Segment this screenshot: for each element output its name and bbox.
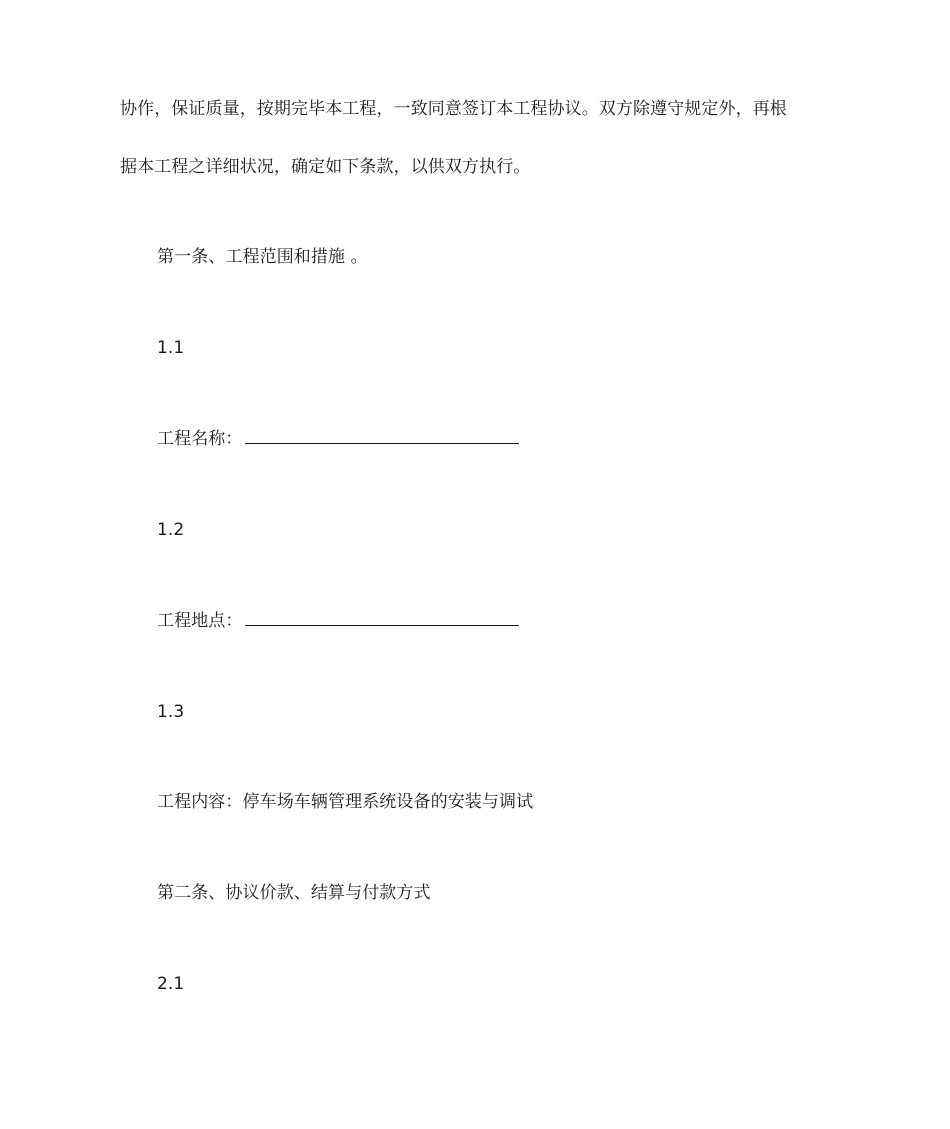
project-name-blank — [245, 427, 519, 444]
project-name-label: 工程名称： — [157, 429, 243, 449]
article-2-heading: 第二条、协议价款、结算与付款方式 — [157, 883, 431, 903]
project-location-blank — [245, 609, 519, 626]
project-content-line: 工程内容：停车场车辆管理系统设备的安装与调试 — [157, 792, 534, 812]
project-location-row — [157, 609, 519, 632]
paragraph-line: 据本工程之详细状况，确定如下条款，以供双方执行。 — [120, 157, 531, 177]
article-1-heading: 第一条、工程范围和措施 。 — [157, 247, 368, 267]
item-1-2-number: 1.2 — [157, 520, 185, 540]
paragraph-line: 协作，保证质量，按期完毕本工程，一致同意签订本工程协议。双方除遵守规定外，再根 — [120, 99, 787, 119]
project-location-label: 工程地点： — [157, 611, 243, 631]
item-1-1-number: 1.1 — [157, 338, 185, 358]
project-name-row — [157, 427, 519, 450]
item-1-3-number: 1.3 — [157, 702, 185, 722]
item-2-1-number: 2.1 — [157, 974, 185, 994]
